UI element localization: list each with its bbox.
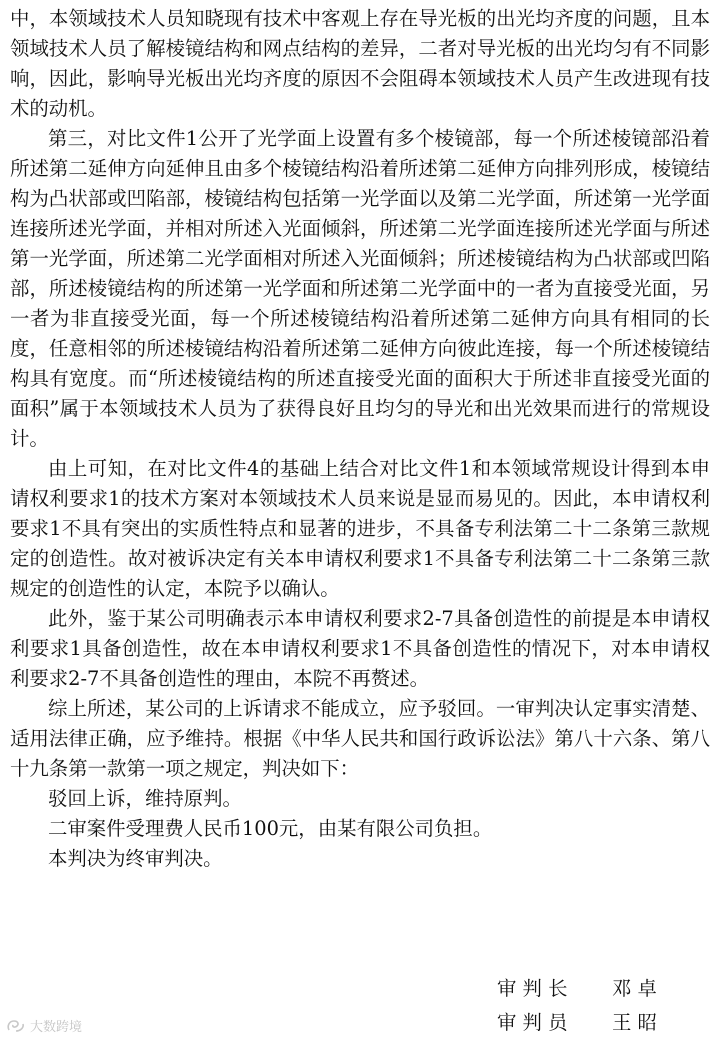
paragraph-fee: 二审案件受理费人民币100元，由某有限公司负担。 [48, 817, 493, 840]
signature-name: 邓 卓 [612, 977, 657, 1000]
watermark [6, 1016, 82, 1035]
signature-role: 审 判 长 [497, 977, 568, 1000]
paragraph-continuation: 中，本领域技术人员知晓现有技术中客观上存在导光板的出光均齐度的问题，且本领域技术人员了解棱镜结构和网点结构的差异，二者对导光板的出光均匀有不同影响，因此，影响导光板出光均齐度的原因不会阻碍本领域技术人员产生改进现有技术的动机。 [10, 7, 710, 120]
signature-role: 审 判 员 [497, 1011, 568, 1034]
paragraph-claims-2-7: 此外，鉴于某公司明确表示本申请权利要求2-7具备创造性的前提是本申请权利要求1具备创造性，故在本申请权利要求1不具备创造性的情况下，对本申请权利要求2-7不具备创造性的理由，本院不再赘述。 [10, 607, 710, 690]
document-body [10, 4, 710, 874]
signature-name: 王 昭 [612, 1011, 657, 1034]
signature-line-presiding-judge [497, 970, 707, 1004]
paragraph-conclusion-claim1: 由上可知，在对比文件4的基础上结合对比文件1和本领域常规设计得到本申请权利要求1的技术方案对本领域技术人员来说是显而易见的。因此，本申请权利要求1不具有突出的实质性特点和显著的进步，不具备专利法第二十二条第三款规定的创造性。故对被诉决定有关本申请权利要求1不具备专利法第二十二条第三款规定的创造性的认定，本院予以确认。 [10, 457, 710, 600]
signature-line-judge [497, 1004, 707, 1038]
logo-icon [6, 1018, 26, 1034]
paragraph-judgment: 驳回上诉，维持原判。 [48, 787, 242, 810]
signature-block [497, 970, 707, 1038]
paragraph-final: 本判决为终审判决。 [48, 847, 223, 870]
watermark-text: 大数跨境 [30, 1020, 83, 1035]
paragraph-third-point: 第三，对比文件1公开了光学面上设置有多个棱镜部，每一个所述棱镜部沿着所述第二延伸方向延伸且由多个棱镜结构沿着所述第二延伸方向排列形成，棱镜结构为凸状部或凹陷部，棱镜结构包括第一光学面以及第二光学面，所述第一光学面连接所述光学面，并相对所述入光面倾斜，所述第二光学面连接所述光学面与所述第一光学面，所述第二光学面相对所述入光面倾斜；所述棱镜结构为凸状部或凹陷部，所述棱镜结构的所述第一光学面和所述第二光学面中的一者为直接受光面，另一者为非直接受光面，每一个所述棱镜结构沿着所述第二延伸方向具有相同的长度，任意相邻的所述棱镜结构沿着所述第二延伸方向彼此连接，每一个所述棱镜结构具有宽度。而“所述棱镜结构的所述直接受光面的面积大于所述非直接受光面的面积”属于本领域技术人员为了获得良好且均匀的导光和出光效果而进行的常规设计。 [10, 127, 710, 450]
paragraph-summary: 综上所述，某公司的上诉请求不能成立，应予驳回。一审判决认定事实清楚、适用法律正确，应予维持。根据《中华人民共和国行政诉讼法》第八十六条、第八十九条第一款第一项之规定，判决如下： [10, 697, 710, 780]
